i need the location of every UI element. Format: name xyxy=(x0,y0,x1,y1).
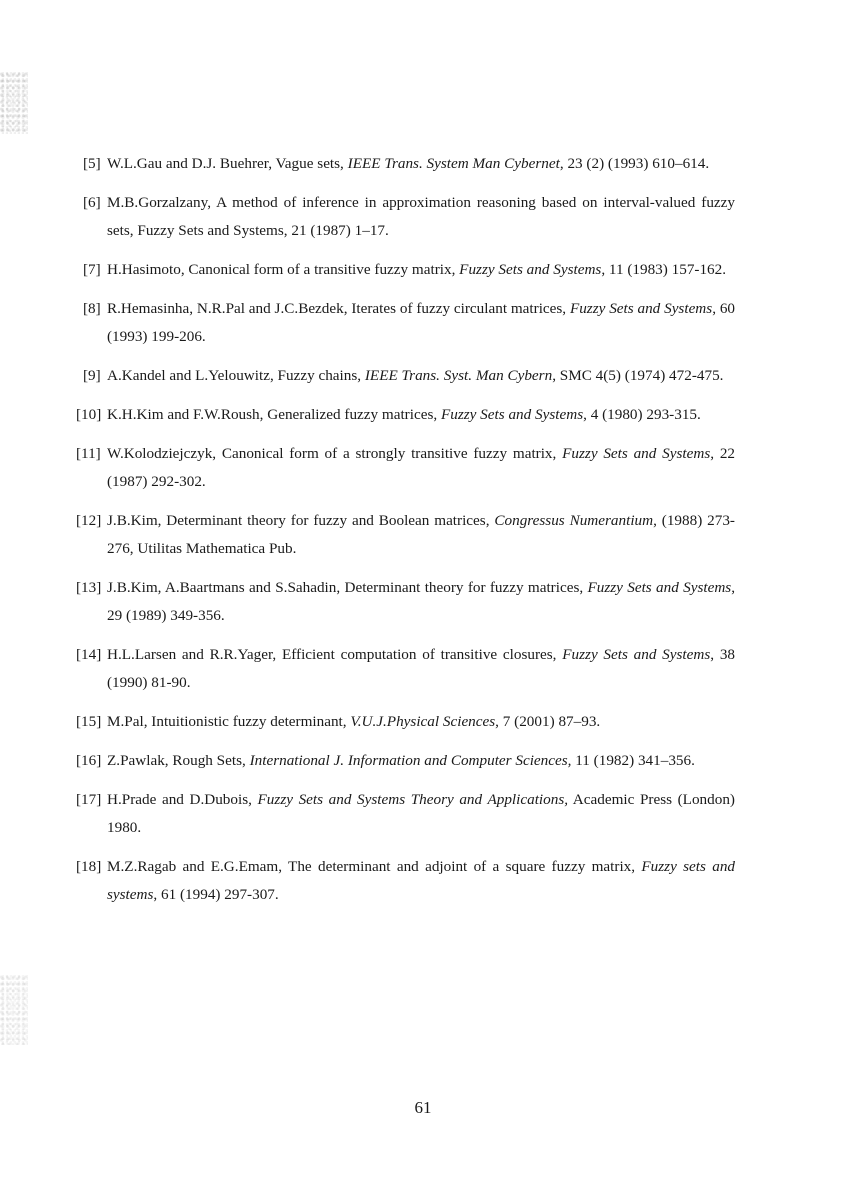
reference-label: [16] xyxy=(76,752,102,769)
reference-details: , 23 (2) (1993) 610–614. xyxy=(559,155,710,172)
reference-text: H.L.Larsen and R.R.Yager, Efficient computation of transitive closures, xyxy=(107,646,563,663)
reference-text: H.Prade and D.Dubois, xyxy=(107,791,258,808)
reference-text: W.L.Gau and D.J. Buehrer, Vague sets, xyxy=(107,155,348,172)
reference-journal: V.U.J.Physical Sciences xyxy=(350,713,496,730)
scan-artifact xyxy=(0,975,28,1045)
reference-details: , 22 (1987) 292-302. xyxy=(107,445,736,490)
reference-label: [9] xyxy=(83,367,101,384)
reference-text: K.H.Kim and F.W.Roush, Generalized fuzzy matrices, xyxy=(107,406,441,423)
reference-item xyxy=(0,295,735,351)
reference-label: [13] xyxy=(76,579,102,596)
reference-item xyxy=(0,708,735,736)
reference-journal: Fuzzy sets and systems xyxy=(107,858,736,903)
reference-label: [18] xyxy=(76,858,102,875)
reference-text: W.Kolodziejczyk, Canonical form of a strongly transitive fuzzy matrix, xyxy=(107,445,563,462)
reference-item xyxy=(0,853,735,909)
reference-item xyxy=(0,401,735,429)
reference-journal: Fuzzy Sets and Systems xyxy=(569,300,713,317)
reference-text: M.Pal, Intuitionistic fuzzy determinant, xyxy=(107,713,351,730)
reference-item xyxy=(0,507,735,563)
reference-item xyxy=(0,786,735,842)
reference-details: , 61 (1994) 297-307. xyxy=(153,886,279,903)
reference-text: H.Hasimoto, Canonical form of a transitive fuzzy matrix, xyxy=(107,261,460,278)
reference-journal: International J. Information and Computer Sciences, xyxy=(249,752,572,769)
reference-item xyxy=(0,256,735,284)
reference-details: , 11 (1983) 157-162. xyxy=(601,261,727,278)
reference-details: , 29 (1989) 349-356. xyxy=(107,579,736,624)
reference-label: [6] xyxy=(83,194,101,211)
reference-list xyxy=(0,150,846,920)
reference-details: 11 (1982) 341–356. xyxy=(571,752,695,769)
reference-text: J.B.Kim, A.Baartmans and S.Sahadin, Determinant theory for fuzzy matrices, xyxy=(107,579,588,596)
reference-journal: Congressus Numerantium xyxy=(494,512,654,529)
reference-label: [12] xyxy=(76,512,102,529)
reference-details: , 38 (1990) 81-90. xyxy=(107,646,736,691)
scan-artifact xyxy=(0,72,28,134)
reference-details: , 7 (2001) 87–93. xyxy=(495,713,601,730)
reference-label: [5] xyxy=(83,155,101,172)
reference-label: [11] xyxy=(76,445,101,462)
reference-text: M.Z.Ragab and E.G.Emam, The determinant and adjoint of a square fuzzy matrix, xyxy=(107,858,642,875)
reference-journal: Fuzzy Sets and Systems xyxy=(562,445,711,462)
reference-item xyxy=(0,574,735,630)
reference-journal: Fuzzy Sets and Systems xyxy=(587,579,732,596)
reference-details: , SMC 4(5) (1974) 472-475. xyxy=(552,367,724,384)
reference-details: , (1988) 273-276, Utilitas Mathematica Pub. xyxy=(107,512,735,557)
reference-journal: Fuzzy Sets and Systems xyxy=(459,261,602,278)
reference-text: J.B.Kim, Determinant theory for fuzzy and Boolean matrices, xyxy=(107,512,495,529)
reference-label: [14] xyxy=(76,646,102,663)
reference-text: M.B.Gorzalzany, A method of inference in approximation reasoning based on interval-valued fuzzy sets, Fuzzy Sets and Systems, 21 (1987) 1–17. xyxy=(107,194,735,239)
reference-details: , 60 (1993) 199-206. xyxy=(107,300,735,345)
reference-details: , 4 (1980) 293-315. xyxy=(583,406,701,423)
reference-item xyxy=(0,189,735,245)
reference-journal: IEEE Trans. Syst. Man Cybern xyxy=(364,367,553,384)
reference-details: Academic Press (London) 1980. xyxy=(107,791,735,836)
reference-label: [10] xyxy=(76,406,102,423)
reference-text: A.Kandel and L.Yelouwitz, Fuzzy chains, xyxy=(107,367,365,384)
reference-journal: Fuzzy Sets and Systems xyxy=(440,406,584,423)
reference-journal: IEEE Trans. System Man Cybernet xyxy=(347,155,560,172)
reference-text: Z.Pawlak, Rough Sets, xyxy=(107,752,250,769)
reference-item xyxy=(0,362,735,390)
reference-label: [15] xyxy=(76,713,102,730)
reference-label: [17] xyxy=(76,791,102,808)
reference-item xyxy=(0,440,735,496)
reference-label: [8] xyxy=(83,300,101,317)
reference-journal: Fuzzy Sets and Systems Theory and Applications, xyxy=(257,791,569,808)
reference-item xyxy=(0,747,735,775)
reference-item xyxy=(0,150,735,178)
reference-item xyxy=(0,641,735,697)
page-number: 61 xyxy=(414,1098,432,1117)
reference-label: [7] xyxy=(83,261,101,278)
reference-journal: Fuzzy Sets and Systems xyxy=(562,646,711,663)
reference-text: R.Hemasinha, N.R.Pal and J.C.Bezdek, Iterates of fuzzy circulant matrices, xyxy=(107,300,570,317)
